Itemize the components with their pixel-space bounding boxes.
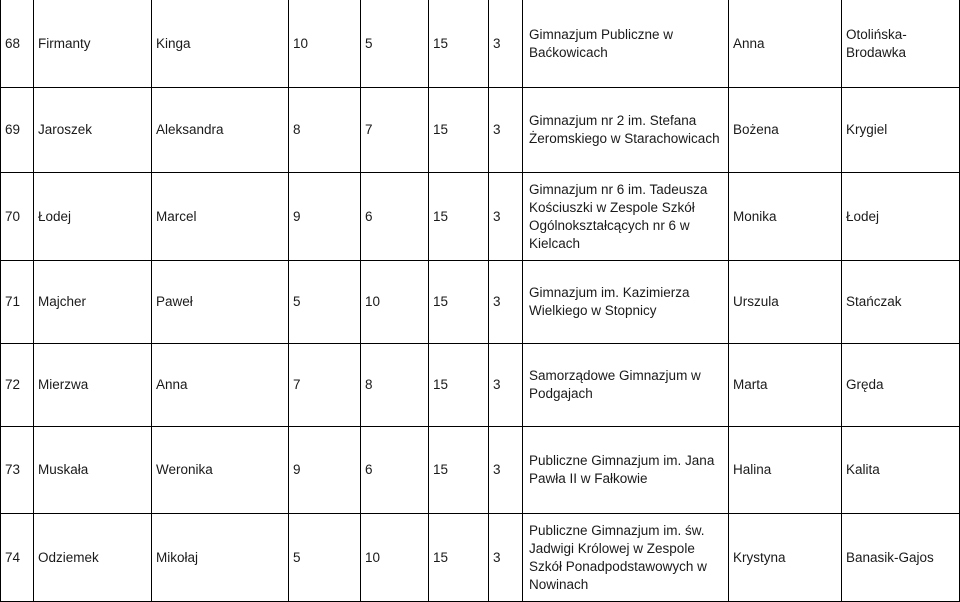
cell-score-2: 10 bbox=[361, 514, 429, 602]
cell-score-4: 3 bbox=[489, 427, 523, 514]
cell-score-1: 9 bbox=[289, 427, 361, 514]
cell-teacher-first-name: Halina bbox=[729, 427, 842, 514]
cell-teacher-last-name: Łodej bbox=[842, 173, 960, 261]
cell-school: Publiczne Gimnazjum im. św. Jadwigi Królowej w Zespole Szkół Ponadpodstawowych w Nowinach bbox=[523, 514, 729, 602]
cell-first-name: Aleksandra bbox=[152, 88, 289, 173]
table-row bbox=[1, 514, 960, 602]
cell-teacher-first-name: Anna bbox=[729, 0, 842, 88]
cell-teacher-first-name: Krystyna bbox=[729, 514, 842, 602]
cell-number: 69 bbox=[1, 88, 34, 173]
cell-school: Gimnazjum nr 2 im. Stefana Żeromskiego w Starachowicach bbox=[523, 88, 729, 173]
cell-number: 70 bbox=[1, 173, 34, 261]
table-row bbox=[1, 88, 960, 173]
cell-school: Samorządowe Gimnazjum w Podgajach bbox=[523, 344, 729, 427]
table-row bbox=[1, 261, 960, 344]
cell-number: 71 bbox=[1, 261, 34, 344]
cell-first-name: Paweł bbox=[152, 261, 289, 344]
cell-score-2: 6 bbox=[361, 427, 429, 514]
cell-score-4: 3 bbox=[489, 88, 523, 173]
cell-score-2: 10 bbox=[361, 261, 429, 344]
cell-teacher-last-name: Banasik-Gajos bbox=[842, 514, 960, 602]
cell-score-4: 3 bbox=[489, 173, 523, 261]
cell-first-name: Marcel bbox=[152, 173, 289, 261]
cell-teacher-last-name: Kalita bbox=[842, 427, 960, 514]
cell-score-1: 7 bbox=[289, 344, 361, 427]
cell-last-name: Firmanty bbox=[34, 0, 152, 88]
cell-last-name: Mierzwa bbox=[34, 344, 152, 427]
cell-score-1: 9 bbox=[289, 173, 361, 261]
cell-teacher-first-name: Bożena bbox=[729, 88, 842, 173]
cell-teacher-first-name: Marta bbox=[729, 344, 842, 427]
cell-score-3: 15 bbox=[429, 88, 489, 173]
cell-number: 72 bbox=[1, 344, 34, 427]
cell-school: Publiczne Gimnazjum im. Jana Pawła II w Fałkowie bbox=[523, 427, 729, 514]
cell-number: 74 bbox=[1, 514, 34, 602]
cell-teacher-first-name: Monika bbox=[729, 173, 842, 261]
cell-score-1: 8 bbox=[289, 88, 361, 173]
cell-score-4: 3 bbox=[489, 0, 523, 88]
cell-last-name: Odziemek bbox=[34, 514, 152, 602]
cell-teacher-last-name: Stańczak bbox=[842, 261, 960, 344]
cell-score-1: 5 bbox=[289, 514, 361, 602]
cell-score-3: 15 bbox=[429, 261, 489, 344]
cell-score-3: 15 bbox=[429, 427, 489, 514]
cell-first-name: Weronika bbox=[152, 427, 289, 514]
table-row bbox=[1, 427, 960, 514]
cell-school: Gimnazjum Publiczne w Baćkowicach bbox=[523, 0, 729, 88]
cell-score-2: 5 bbox=[361, 0, 429, 88]
table-row bbox=[1, 173, 960, 261]
cell-score-4: 3 bbox=[489, 261, 523, 344]
cell-score-1: 5 bbox=[289, 261, 361, 344]
cell-last-name: Majcher bbox=[34, 261, 152, 344]
table-row bbox=[1, 344, 960, 427]
cell-score-2: 7 bbox=[361, 88, 429, 173]
cell-teacher-last-name: Gręda bbox=[842, 344, 960, 427]
cell-teacher-first-name: Urszula bbox=[729, 261, 842, 344]
cell-score-2: 8 bbox=[361, 344, 429, 427]
cell-teacher-last-name: Krygiel bbox=[842, 88, 960, 173]
cell-number: 68 bbox=[1, 0, 34, 88]
cell-score-3: 15 bbox=[429, 344, 489, 427]
cell-last-name: Jaroszek bbox=[34, 88, 152, 173]
cell-last-name: Muskała bbox=[34, 427, 152, 514]
cell-score-3: 15 bbox=[429, 173, 489, 261]
table-row bbox=[1, 0, 960, 88]
cell-number: 73 bbox=[1, 427, 34, 514]
cell-score-4: 3 bbox=[489, 514, 523, 602]
cell-school: Gimnazjum im. Kazimierza Wielkiego w Stopnicy bbox=[523, 261, 729, 344]
cell-school: Gimnazjum nr 6 im. Tadeusza Kościuszki w Zespole Szkół Ogólnokształcących nr 6 w Kielcach bbox=[523, 173, 729, 261]
cell-score-3: 15 bbox=[429, 514, 489, 602]
cell-score-1: 10 bbox=[289, 0, 361, 88]
cell-score-4: 3 bbox=[489, 344, 523, 427]
cell-last-name: Łodej bbox=[34, 173, 152, 261]
cell-first-name: Kinga bbox=[152, 0, 289, 88]
cell-first-name: Mikołaj bbox=[152, 514, 289, 602]
cell-score-2: 6 bbox=[361, 173, 429, 261]
cell-teacher-last-name: Otolińska-Brodawka bbox=[842, 0, 960, 88]
cell-score-3: 15 bbox=[429, 0, 489, 88]
cell-first-name: Anna bbox=[152, 344, 289, 427]
